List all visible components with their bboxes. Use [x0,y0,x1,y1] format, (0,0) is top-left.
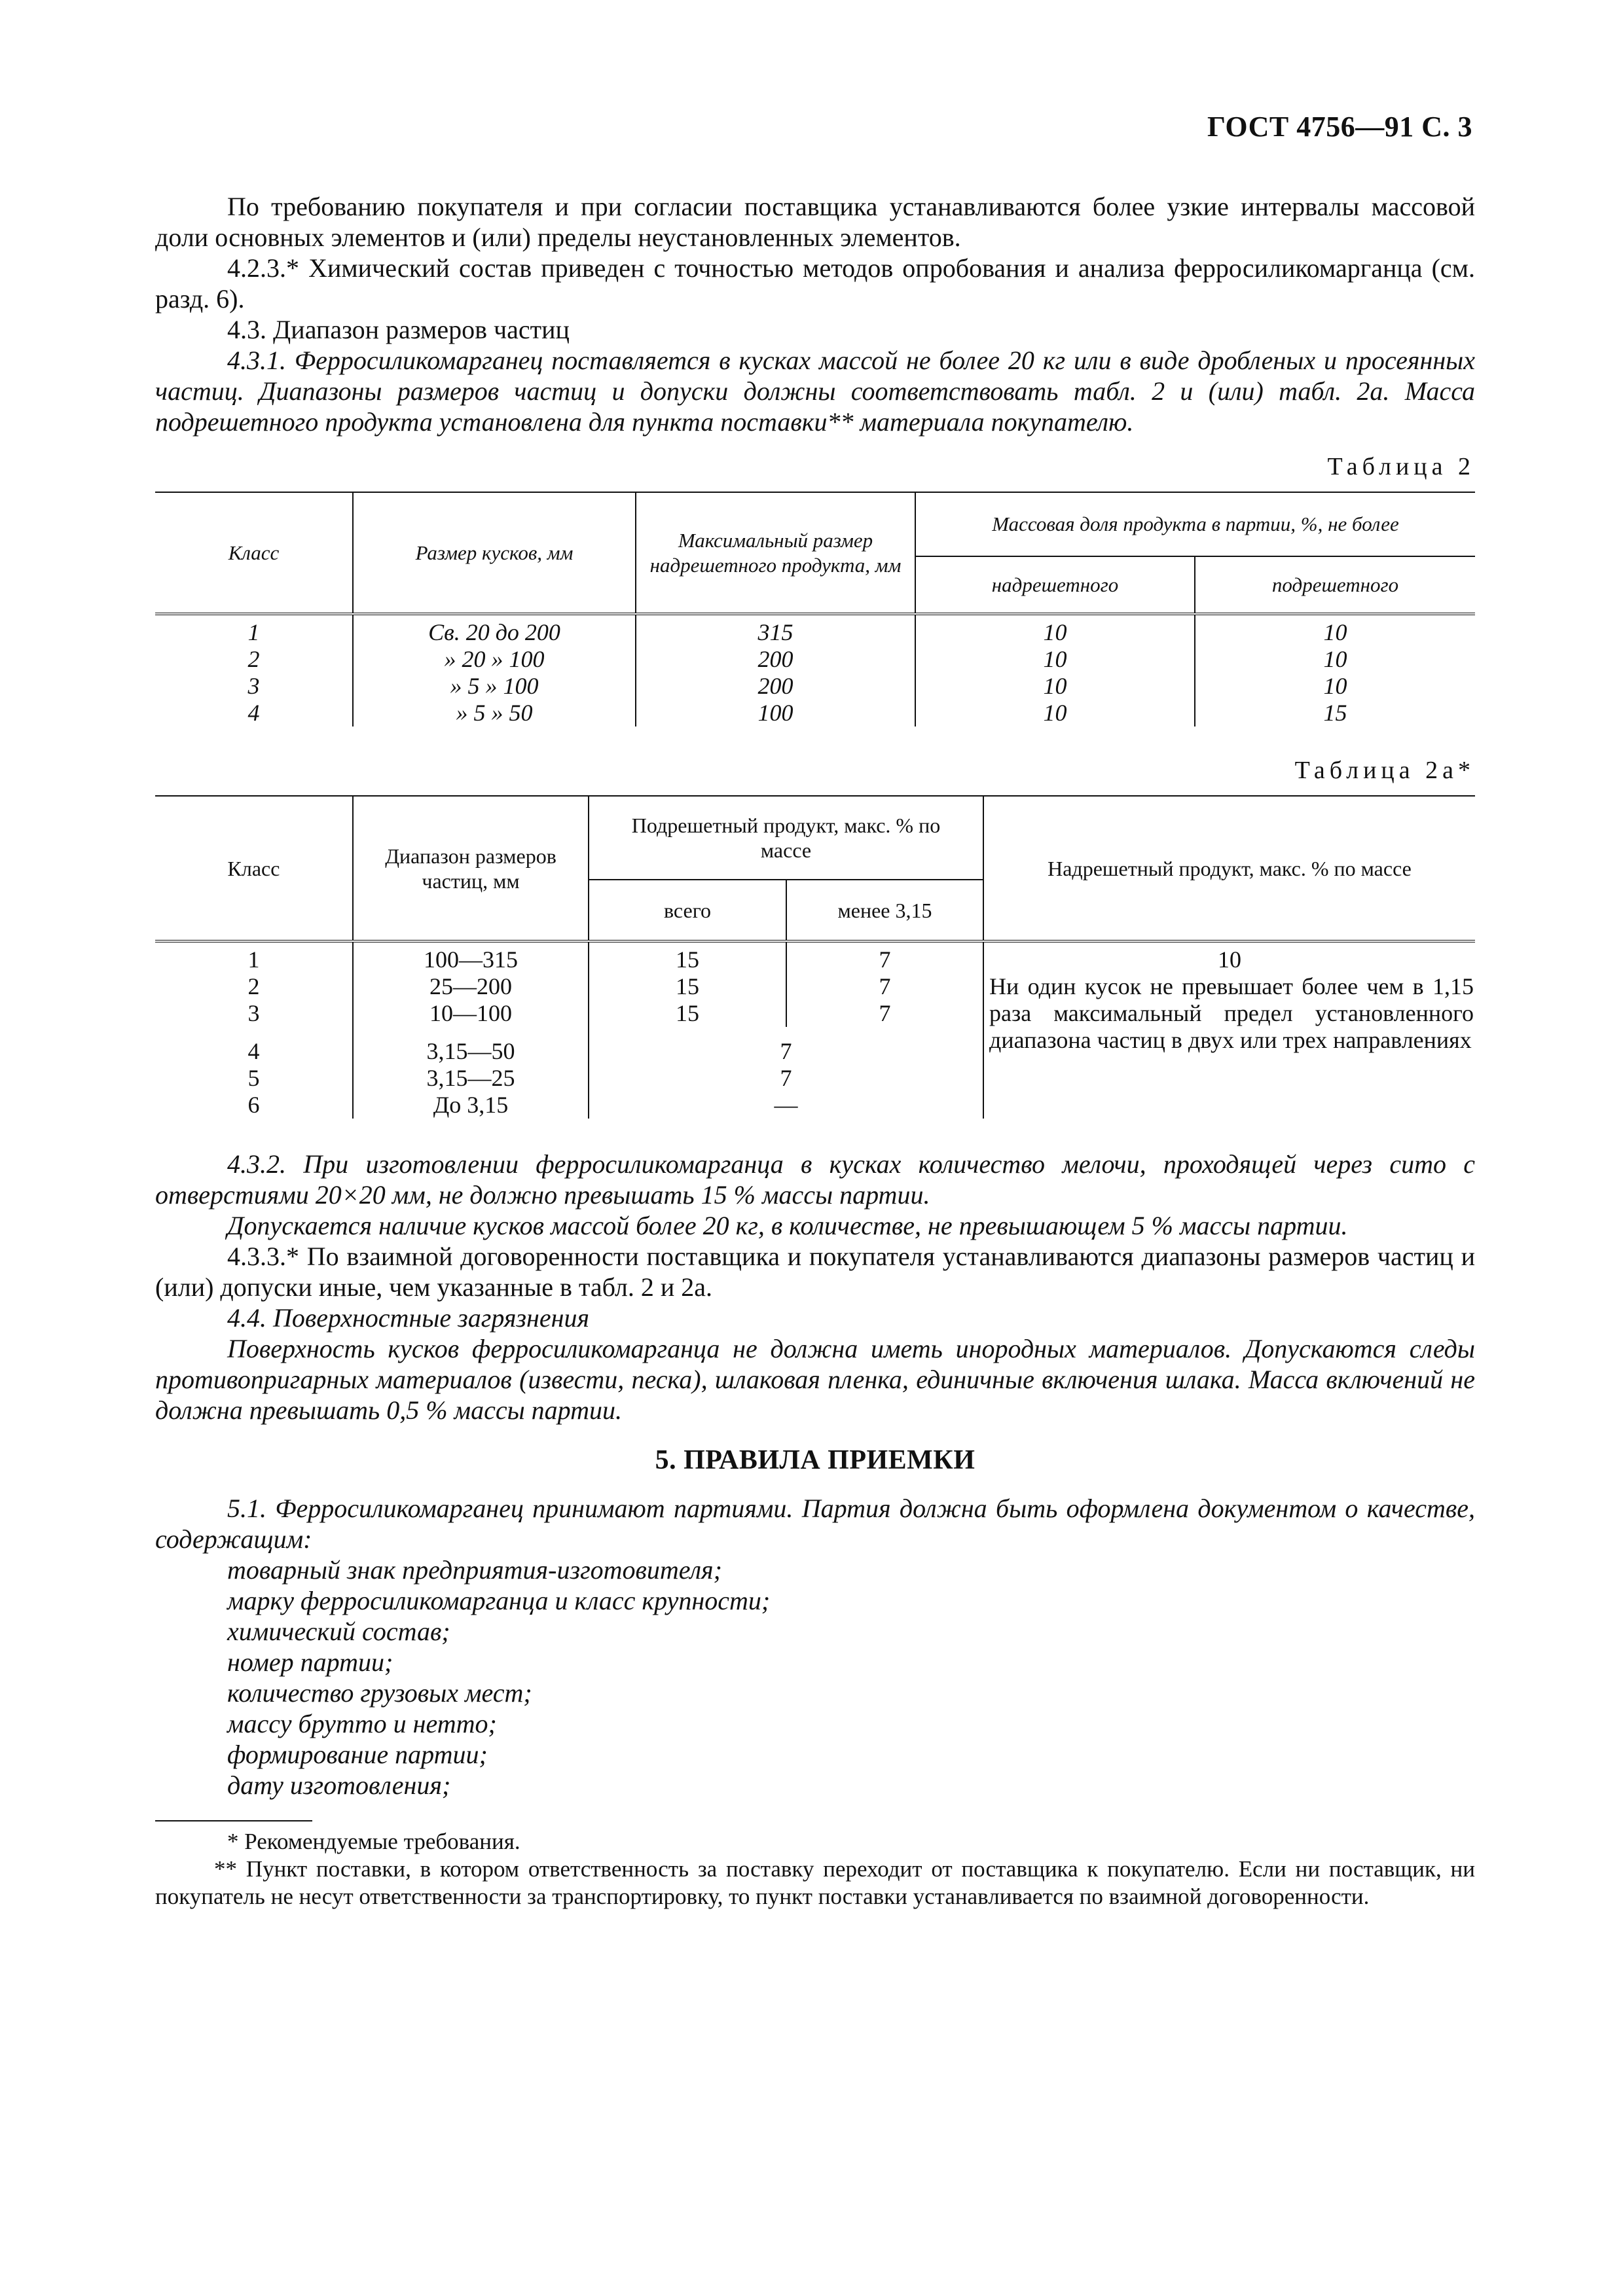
paragraph-4-3-3: 4.3.3.* По взаимной договоренности поставщика и покупателя устанавливаются диапазоны размеров частиц и (или) допуски иные, чем указанные в табл. 2 и 2а. [155,1242,1475,1302]
table-row-class: 5 [247,1065,260,1091]
table-2-header-mass-share: Массовая доля продукта в партии, %, не более [915,492,1475,556]
table-row-less: 7 [786,1000,983,1027]
paragraph-4-3-1: 4.3.1. Ферросиликомарганец поставляется в кусках массой не более 20 кг или в виде дробленых и просеянных частиц. Диапазоны размеров частиц и допуски должны соответствовать табл. 2 и (или) табл. 2а. Масса подрешетного продукта установлена для пункта поставки** материала покупателю. [155,346,1475,437]
table-2a-oversize-cell [983,941,1475,1119]
table-row-class: 4 [247,1038,260,1064]
table-2a [155,795,1475,1119]
paragraph-surface: Поверхность кусков ферросиликомарганца не должна иметь инородных материалов. Допускаются следы противопригарных материалов (извести, песка), шлаковая пленка, единичные включения шлака. Масса включений не должна превышать 0,5 % массы партии. [155,1334,1475,1425]
paragraph-4-4: 4.4. Поверхностные загрязнения [227,1303,590,1333]
table-row-oversize: 10 [915,646,1195,673]
table-2-header-max-size: Максимальный размер надрешетного продукта, мм [636,492,915,614]
table-row-merged: — [589,1092,983,1119]
paragraph-4-3-2: 4.3.2. При изготовлении ферросиликомарганца в кусках количество мелочи, проходящей через сито с отверстиями 20×20 мм, не должно превышать 15 % массы партии. [155,1149,1475,1210]
table-row-merged: 7 [589,1027,983,1065]
list-item: массу брутто и нетто; [227,1709,497,1738]
table-2-header-class: Класс [155,492,353,614]
list-item: химический состав; [227,1617,450,1646]
table-2 [155,492,1475,726]
list-item: дату изготовления; [227,1770,451,1800]
table-2a-header-undersize: Подрешетный продукт, макс. % по массе [589,796,983,880]
table-row-size: » 5 » 100 [353,673,636,700]
table-2a-header-oversize: Надрешетный продукт, макс. % по массе [983,796,1475,941]
table-row-undersize: 15 [1195,700,1475,726]
table-2-header-oversize: надрешетного [915,556,1195,614]
table-row-less: 7 [786,941,983,973]
table-row-merged: 7 [589,1065,983,1092]
table-row-size: Св. 20 до 200 [353,614,636,646]
table-row-class: 2 [247,646,260,672]
footnote-rule [155,1820,312,1821]
list-item: формирование партии; [227,1740,488,1769]
table-2-title: Таблица 2 [1327,453,1475,480]
paragraph-large-pieces: Допускается наличие кусков массой более 20 кг, в количестве, не превышающем 5 % массы партии. [227,1211,1348,1240]
table-row-range: 10—100 [353,1000,589,1027]
list-item: товарный знак предприятия-изготовителя; [227,1555,722,1585]
list-item: номер партии; [227,1647,393,1677]
oversize-value: 10 [1218,946,1241,973]
table-row-max: 200 [636,673,915,700]
footnote-2: ** Пункт поставки, в котором ответственность за поставку переходит от поставщика к покупателю. Если ни поставщик, ни покупатель не несут ответственности за транспортировку, то пункт поставки устанавливается по взаимной договоренности. [155,1856,1475,1909]
table-row-undersize: 10 [1195,673,1475,700]
table-2a-header-total: всего [589,880,786,941]
table-2a-header-less-3-15: менее 3,15 [786,880,983,941]
table-row-range: 100—315 [353,941,589,973]
table-row-total: 15 [589,941,786,973]
document-body [155,191,1475,1910]
paragraph-requirements: По требованию покупателя и при согласии поставщика устанавливаются более узкие интервалы массовой доли основных элементов и (или) пределы неустановленных элементов. [155,192,1475,252]
table-row-class: 2 [247,973,260,999]
table-row-range: До 3,15 [353,1092,589,1119]
requirements-list [155,1554,1475,1801]
section-5-heading: 5. ПРАВИЛА ПРИЕМКИ [655,1445,976,1475]
table-row-max: 100 [636,700,915,726]
table-row-class: 1 [247,946,260,973]
page-header: ГОСТ 4756—91 С. 3 [1207,111,1472,143]
paragraph-4-3: 4.3. Диапазон размеров частиц [227,315,570,344]
table-row-class: 1 [247,619,260,645]
table-2a-header-range: Диапазон размеров частиц, мм [353,796,589,941]
table-row-size: » 20 » 100 [353,646,636,673]
oversize-note: Ни один кусок не превышает более чем в 1,15 раза максимальный предел установленного диапазона частиц в двух или трех направлениях [989,973,1474,1053]
table-2a-header-class: Класс [155,796,353,941]
table-row-total: 15 [589,1000,786,1027]
table-2a-title: Таблица 2а* [1294,757,1475,784]
paragraph-5-1: 5.1. Ферросиликомарганец принимают партиями. Партия должна быть оформлена документом о качестве, содержащим: [155,1494,1475,1554]
table-2-header-size: Размер кусков, мм [353,492,636,614]
table-row-max: 315 [636,614,915,646]
paragraph-4-2-3: 4.2.3.* Химический состав приведен с точностью методов опробования и анализа ферросиликомарганца (см. разд. 6). [155,253,1475,314]
table-row-oversize: 10 [915,614,1195,646]
table-row-range: 3,15—50 [353,1027,589,1065]
table-row-range: 25—200 [353,973,589,1000]
table-row-size: » 5 » 50 [353,700,636,726]
list-item: количество грузовых мест; [227,1678,532,1708]
list-item: марку ферросиликомарганца и класс крупности; [227,1586,771,1615]
table-row-less: 7 [786,973,983,1000]
table-row-total: 15 [589,973,786,1000]
table-row-class: 3 [247,673,260,699]
table-row-range: 3,15—25 [353,1065,589,1092]
footnote-1: * Рекомендуемые требования. [227,1829,520,1854]
table-row-class: 3 [247,1000,260,1026]
table-row-max: 200 [636,646,915,673]
table-row-undersize: 10 [1195,614,1475,646]
table-row-class: 4 [247,700,260,726]
table-row-undersize: 10 [1195,646,1475,673]
table-row-oversize: 10 [915,700,1195,726]
table-row-oversize: 10 [915,673,1195,700]
table-row-class: 6 [247,1092,260,1118]
table-2-header-undersize: подрешетного [1195,556,1475,614]
